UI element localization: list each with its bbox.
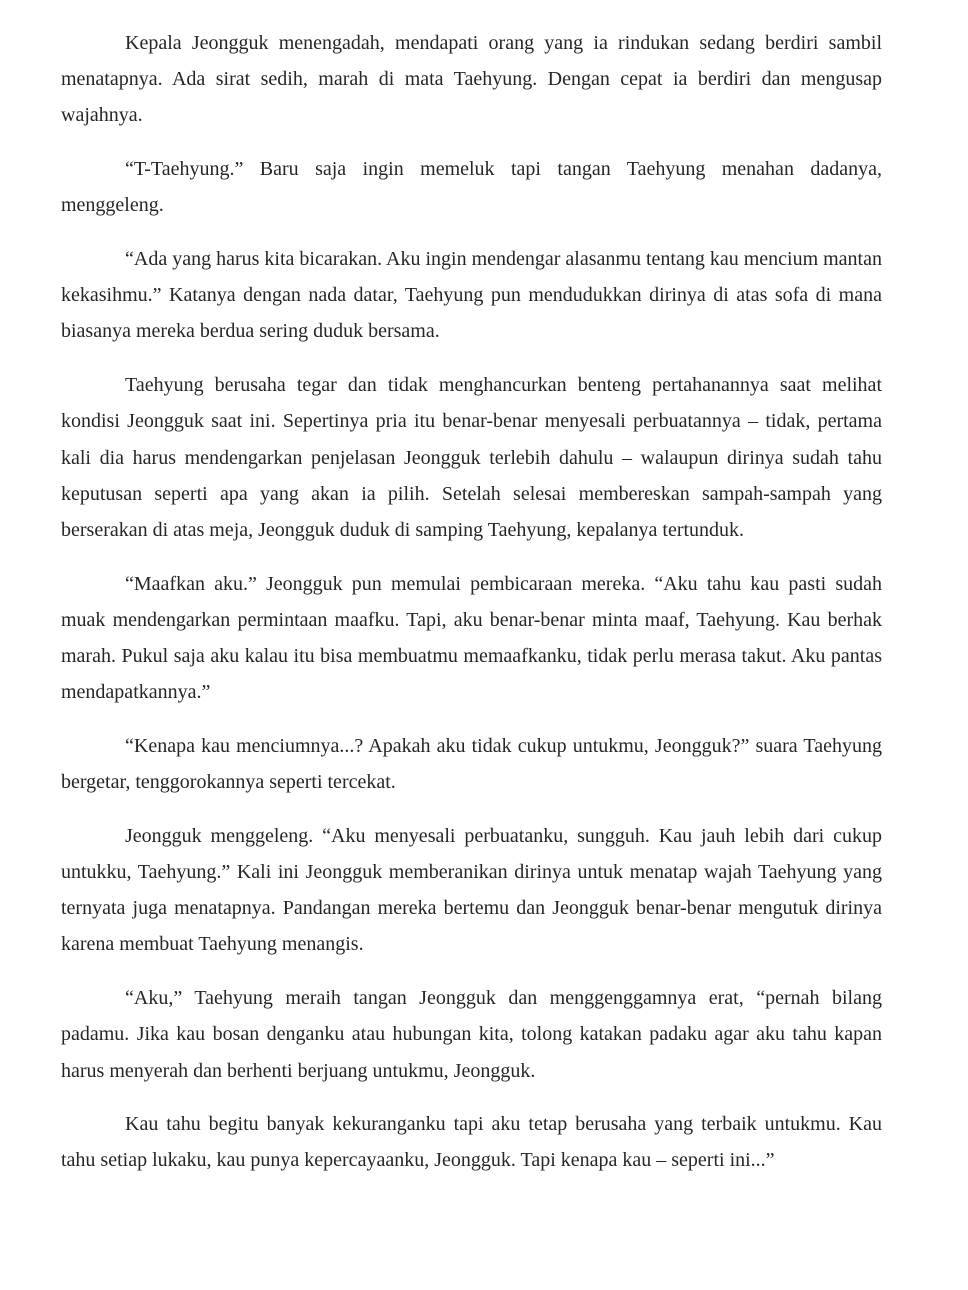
paragraph-7: Jeongguk menggeleng. “Aku menyesali perbuatanku, sungguh. Kau jauh lebih dari cukup untukku, Taehyung.” Kali ini Jeongguk memberanikan dirinya untuk menatap wajah Taehyung yang ternyata juga menatapnya. Pandangan mereka bertemu dan Jeongguk benar-benar mengutuk dirinya karena membuat Taehyung menangis. — [61, 824, 882, 956]
paragraph-4: Taehyung berusaha tegar dan tidak menghancurkan benteng pertahanannya saat melihat kondisi Jeongguk saat ini. Sepertinya pria itu benar-benar menyesali perbuatannya – tidak, pertama kali dia harus mendengarkan penjelasan Jeongguk terlebih dahulu – walaupun dirinya sudah tahu keputusan seperti apa yang akan ia pilih. Setelah selesai membereskan sampah-sampah yang berserakan di atas meja, Jeongguk duduk di samping Taehyung, kepalanya tertunduk. — [61, 374, 882, 541]
paragraph-2: “T-Taehyung.” Baru saja ingin memeluk tapi tangan Taehyung menahan dadanya, menggeleng. — [61, 158, 882, 217]
paragraph-1: Kepala Jeongguk menengadah, mendapati orang yang ia rindukan sedang berdiri sambil menatapnya. Ada sirat sedih, marah di mata Taehyung. Dengan cepat ia berdiri dan mengusap wajahnya. — [61, 32, 882, 127]
paragraph-5: “Maafkan aku.” Jeongguk pun memulai pembicaraan mereka. “Aku tahu kau pasti sudah muak mendengarkan permintaan maafku. Tapi, aku benar-benar minta maaf, Taehyung. Kau berhak marah. Pukul saja aku kalau itu bisa membuatmu memaafkanku, tidak perlu merasa takut. Aku pantas mendapatkannya.” — [61, 572, 882, 704]
paragraph-8: “Aku,” Taehyung meraih tangan Jeongguk dan menggenggamnya erat, “pernah bilang padamu. Jika kau bosan denganku atau hubungan kita, tolong katakan padaku agar aku tahu kapan harus menyerah dan berhenti berjuang untukmu, Jeongguk. — [61, 987, 882, 1082]
paragraph-3: “Ada yang harus kita bicarakan. Aku ingin mendengar alasanmu tentang kau mencium mantan kekasihmu.” Katanya dengan nada datar, Taehyung pun mendudukkan dirinya di atas sofa di mana biasanya mereka berdua sering duduk bersama. — [61, 248, 882, 343]
paragraph-9: Kau tahu begitu banyak kekuranganku tapi aku tetap berusaha yang terbaik untukmu. Kau tahu setiap lukaku, kau punya kepercayaanku, Jeongguk. Tapi kenapa kau – seperti ini...” — [61, 1113, 882, 1172]
paragraph-6: “Kenapa kau menciumnya...? Apakah aku tidak cukup untukmu, Jeongguk?” suara Taehyung bergetar, tenggorokannya seperti tercekat. — [61, 734, 882, 794]
